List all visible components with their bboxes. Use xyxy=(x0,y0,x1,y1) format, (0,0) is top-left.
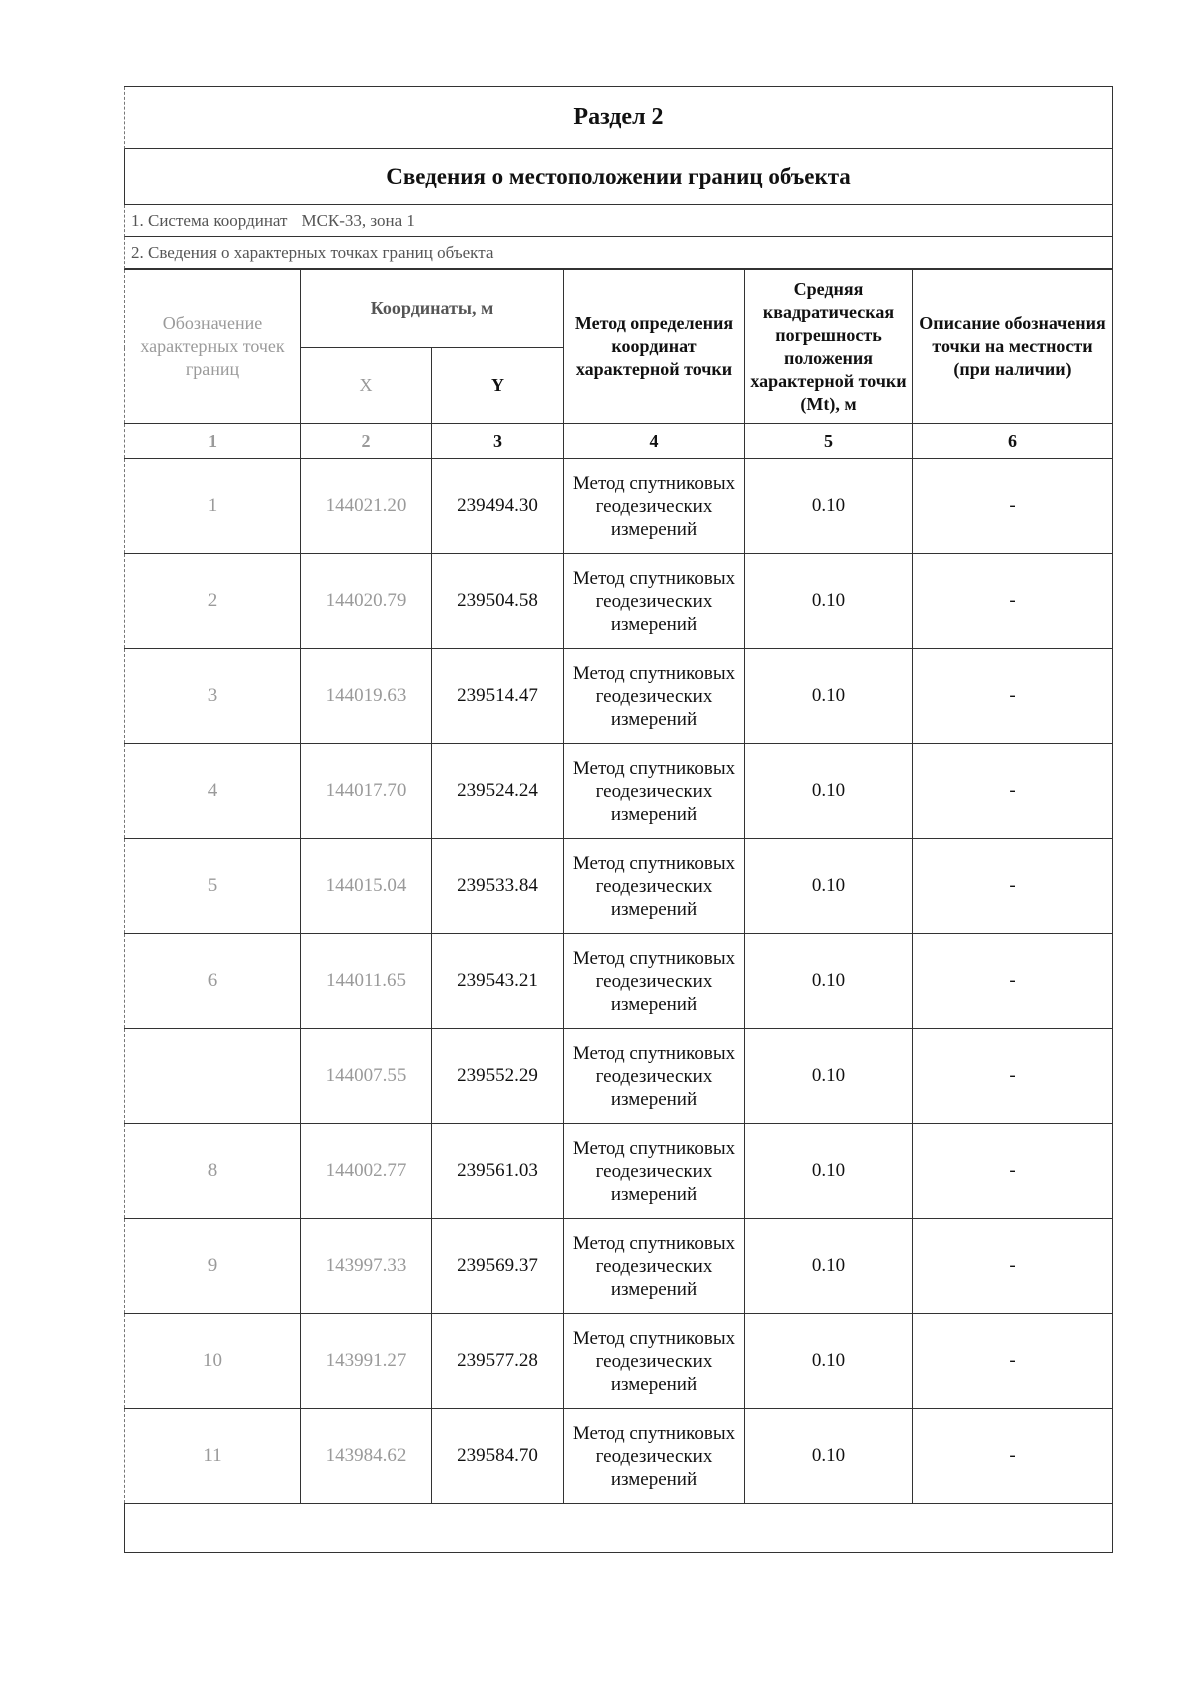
column-number: 6 xyxy=(913,424,1113,459)
column-number: 5 xyxy=(745,424,913,459)
description-cell: - xyxy=(913,934,1113,1029)
header-x: X xyxy=(301,348,432,424)
y-coordinate: 239543.21 xyxy=(432,934,564,1029)
column-number-row xyxy=(125,424,1113,459)
description-cell: - xyxy=(913,744,1113,839)
description-cell: - xyxy=(913,1219,1113,1314)
point-number: 5 xyxy=(125,839,301,934)
point-number: 1 xyxy=(125,459,301,554)
method-cell: Метод спутниковых геодезических измерений xyxy=(564,1124,745,1219)
method-cell: Метод спутниковых геодезических измерений xyxy=(564,744,745,839)
mt-value: 0.10 xyxy=(745,1314,913,1409)
table-footer-band xyxy=(124,1504,1112,1553)
method-cell: Метод спутниковых геодезических измерений xyxy=(564,1219,745,1314)
table-row xyxy=(125,649,1113,744)
description-cell: - xyxy=(913,1029,1113,1124)
x-coordinate: 144007.55 xyxy=(301,1029,432,1124)
table-row xyxy=(125,1409,1113,1504)
mt-value: 0.10 xyxy=(745,1029,913,1124)
point-number: 2 xyxy=(125,554,301,649)
column-number: 2 xyxy=(301,424,432,459)
point-number: 4 xyxy=(125,744,301,839)
mt-value: 0.10 xyxy=(745,1124,913,1219)
y-coordinate: 239524.24 xyxy=(432,744,564,839)
x-coordinate: 144017.70 xyxy=(301,744,432,839)
point-number: 10 xyxy=(125,1314,301,1409)
header-point-designation: Обозначение характерных точек границ xyxy=(125,270,301,424)
coord-system-line xyxy=(124,205,1112,237)
page-subtitle: Сведения о местоположении границ объекта xyxy=(386,163,851,189)
method-cell: Метод спутниковых геодезических измерений xyxy=(564,649,745,744)
y-coordinate: 239552.29 xyxy=(432,1029,564,1124)
mt-value: 0.10 xyxy=(745,1409,913,1504)
table-row xyxy=(125,839,1113,934)
point-number: 9 xyxy=(125,1219,301,1314)
header-coordinates: Координаты, м xyxy=(301,270,564,348)
method-cell: Метод спутниковых геодезических измерений xyxy=(564,1409,745,1504)
x-coordinate: 143997.33 xyxy=(301,1219,432,1314)
mt-value: 0.10 xyxy=(745,649,913,744)
table-row xyxy=(125,1124,1113,1219)
table-row xyxy=(125,1314,1113,1409)
table-row xyxy=(125,1219,1113,1314)
y-coordinate: 239494.30 xyxy=(432,459,564,554)
points-table xyxy=(124,269,1113,1504)
x-coordinate: 143991.27 xyxy=(301,1314,432,1409)
mt-value: 0.10 xyxy=(745,554,913,649)
point-number: 8 xyxy=(125,1124,301,1219)
x-coordinate: 144019.63 xyxy=(301,649,432,744)
mt-value: 0.10 xyxy=(745,1219,913,1314)
y-coordinate: 239561.03 xyxy=(432,1124,564,1219)
table-row xyxy=(125,744,1113,839)
x-coordinate: 144015.04 xyxy=(301,839,432,934)
section-title-band xyxy=(124,87,1112,149)
mt-value: 0.10 xyxy=(745,934,913,1029)
column-number: 3 xyxy=(432,424,564,459)
header-method: Метод определения координат характерной точки xyxy=(564,270,745,424)
mt-value: 0.10 xyxy=(745,459,913,554)
header-description: Описание обозначения точки на местности (при наличии) xyxy=(913,270,1113,424)
x-coordinate: 144002.77 xyxy=(301,1124,432,1219)
y-coordinate: 239504.58 xyxy=(432,554,564,649)
point-number: 6 xyxy=(125,934,301,1029)
y-coordinate: 239514.47 xyxy=(432,649,564,744)
table-row xyxy=(125,554,1113,649)
table-row xyxy=(125,1029,1113,1124)
x-coordinate: 144020.79 xyxy=(301,554,432,649)
section-title: Раздел 2 xyxy=(573,104,664,130)
header-error: Средняя квадратическая погрешность положения характерной точки (Mt), м xyxy=(745,270,913,424)
points-heading-line xyxy=(124,237,1112,269)
subtitle-band xyxy=(124,149,1112,205)
x-coordinate: 144011.65 xyxy=(301,934,432,1029)
method-cell: Метод спутниковых геодезических измерений xyxy=(564,554,745,649)
point-number: 11 xyxy=(125,1409,301,1504)
y-coordinate: 239577.28 xyxy=(432,1314,564,1409)
points-table-body xyxy=(125,424,1113,1504)
description-cell: - xyxy=(913,1124,1113,1219)
description-cell: - xyxy=(913,1409,1113,1504)
table-row xyxy=(125,459,1113,554)
description-cell: - xyxy=(913,1314,1113,1409)
point-number xyxy=(125,1029,301,1124)
x-coordinate: 144021.20 xyxy=(301,459,432,554)
column-number: 1 xyxy=(125,424,301,459)
coord-system-label: 1. Система координат xyxy=(131,210,288,230)
description-cell: - xyxy=(913,649,1113,744)
point-number: 3 xyxy=(125,649,301,744)
y-coordinate: 239533.84 xyxy=(432,839,564,934)
points-heading: 2. Сведения о характерных точках границ объекта xyxy=(131,242,494,262)
method-cell: Метод спутниковых геодезических измерений xyxy=(564,839,745,934)
document-sheet xyxy=(124,86,1113,1553)
description-cell: - xyxy=(913,554,1113,649)
header-y: Y xyxy=(432,348,564,424)
method-cell: Метод спутниковых геодезических измерений xyxy=(564,934,745,1029)
description-cell: - xyxy=(913,459,1113,554)
column-number: 4 xyxy=(564,424,745,459)
description-cell: - xyxy=(913,839,1113,934)
method-cell: Метод спутниковых геодезических измерений xyxy=(564,1029,745,1124)
y-coordinate: 239569.37 xyxy=(432,1219,564,1314)
coord-system-value: МСК-33, зона 1 xyxy=(301,210,415,230)
method-cell: Метод спутниковых геодезических измерений xyxy=(564,459,745,554)
x-coordinate: 143984.62 xyxy=(301,1409,432,1504)
mt-value: 0.10 xyxy=(745,839,913,934)
y-coordinate: 239584.70 xyxy=(432,1409,564,1504)
table-row xyxy=(125,934,1113,1029)
mt-value: 0.10 xyxy=(745,744,913,839)
method-cell: Метод спутниковых геодезических измерений xyxy=(564,1314,745,1409)
